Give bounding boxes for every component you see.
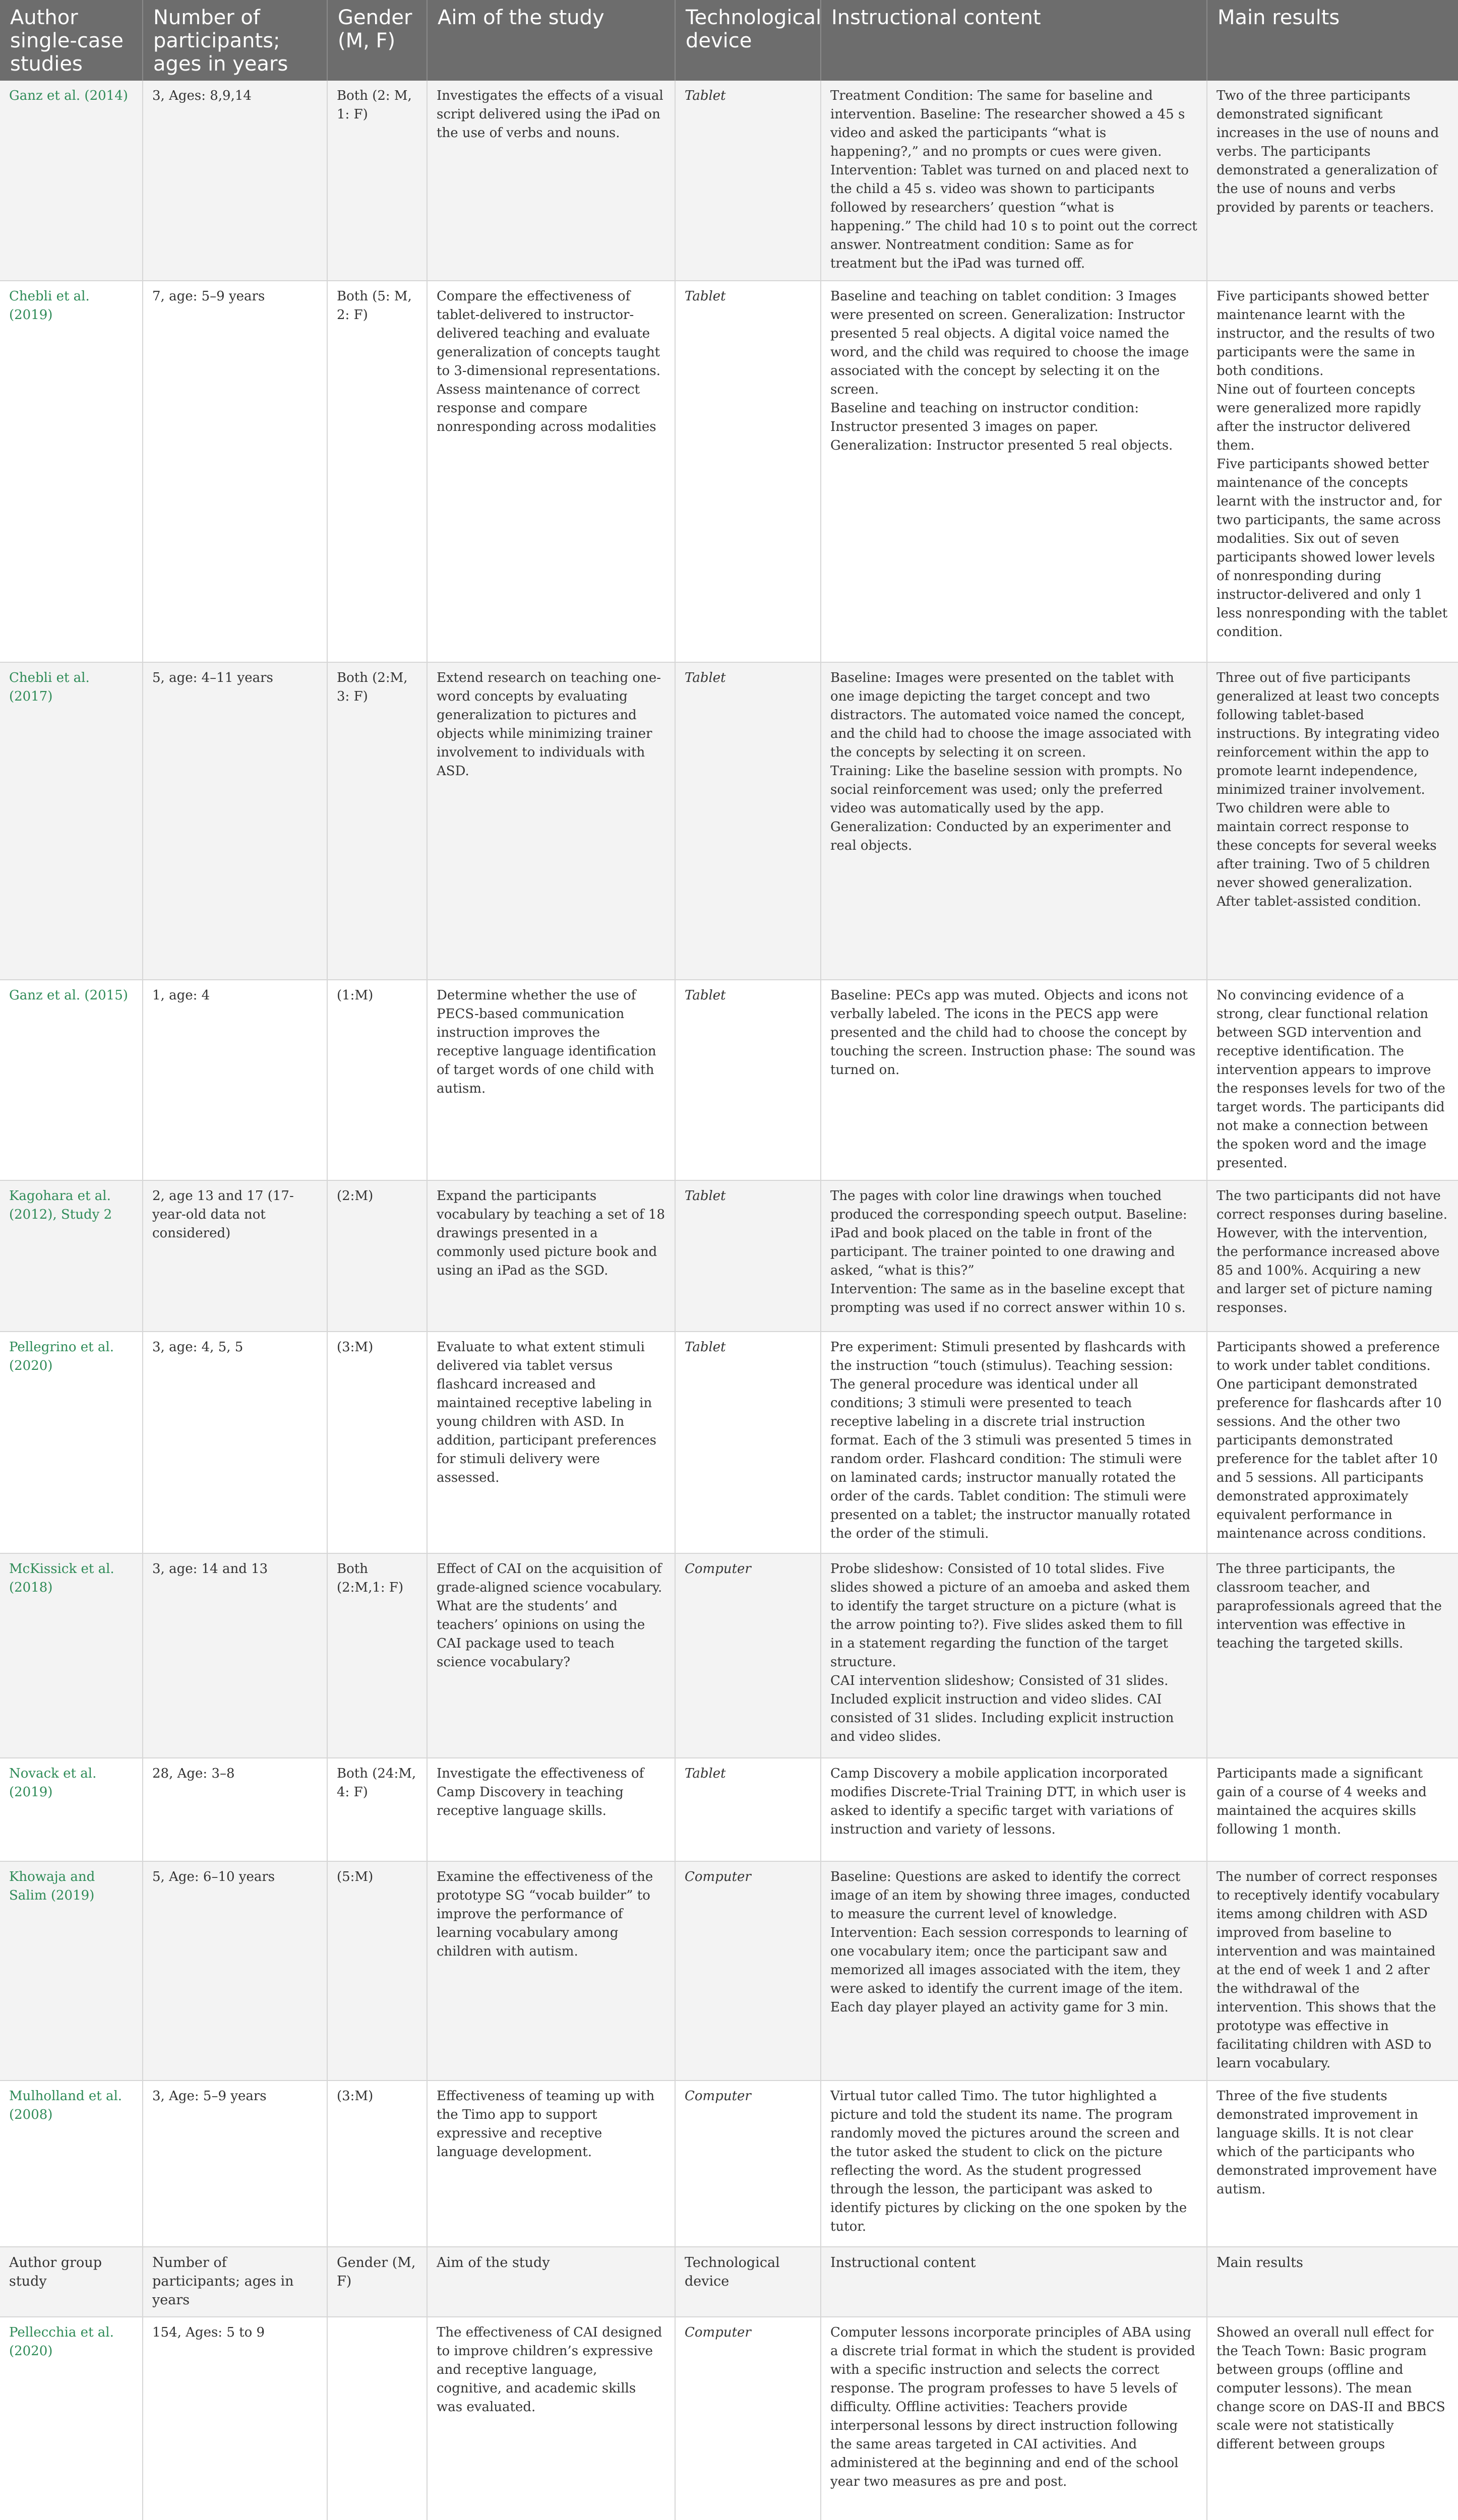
- participants-cell: 3, age: 4, 5, 5: [143, 1332, 327, 1553]
- gender-cell: Both (2:M,1: F): [327, 1553, 427, 1758]
- results-cell: Three out of five participants generalized at least two concepts following tablet-based instructions. By integrating video reinforcement within the app to promote learnt independence, minimized trainer involvement. Two children were able to maintain correct response to these concepts for several weeks after training. Two of 5 children never showed generalization. After tablet-assisted condition.: [1207, 662, 1458, 980]
- content-cell: Baseline and teaching on tablet condition: 3 Images were presented on screen. Generalization: Instructor presented 5 real objects. A digital voice named the word, and the child was required to choose the image associated with the concept by selecting it on the screen. Baseline and teaching on instructor condition: Instructor presented 3 images on paper. Generalization: Instructor presented 5 real objects.: [821, 281, 1207, 662]
- group-header-gender: Gender (M, F): [327, 2247, 427, 2317]
- results-cell: No convincing evidence of a strong, clear functional relation between SGD intervention and receptive identification. The intervention appears to improve the responses levels for two of the target words. The participants did not make a connection between the spoken word and the image presented.: [1207, 980, 1458, 1180]
- group-header-participants: Number of participants; ages in years: [143, 2247, 327, 2317]
- table-row: [0, 1861, 1458, 2081]
- device-cell: Computer: [675, 2081, 821, 2247]
- aim-cell: Expand the participants vocabulary by teaching a set of 18 drawings presented in a commonly used picture book and using an iPad as the SGD.: [427, 1180, 675, 1332]
- table-row: [0, 2317, 1458, 2520]
- device-cell: Tablet: [675, 1332, 821, 1553]
- aim-cell: Determine whether the use of PECS-based communication instruction improves the receptive language identification of target words of one child with autism.: [427, 980, 675, 1180]
- table-row: [0, 2081, 1458, 2247]
- content-cell: Baseline: Questions are asked to identify the correct image of an item by showing three images, conducted to measure the current level of knowledge. Intervention: Each session corresponds to learning of one vocabulary item; once the participant saw and memorized all images associated with the item, they were asked to identify the current image of the item. Each day player played an activity game for 3 min.: [821, 1861, 1207, 2081]
- content-cell: Baseline: Images were presented on the tablet with one image depicting the target concept and two distractors. The automated voice named the concept, and the child had to choose the image associated with the concepts by selecting it on screen. Training: Like the baseline session with prompts. No social reinforcement was used; only the preferred video was automatically used by the app. Generalization: Conducted by an experimenter and real objects.: [821, 662, 1207, 980]
- author-cell[interactable]: Ganz et al. (2015): [0, 980, 143, 1180]
- content-cell: Camp Discovery a mobile application incorporated modifies Discrete-Trial Training DTT, in which user is asked to identify a specific target with variations of instruction and variety of lessons.: [821, 1758, 1207, 1861]
- author-cell[interactable]: Kagohara et al. (2012), Study 2: [0, 1180, 143, 1332]
- device-cell: Tablet: [675, 980, 821, 1180]
- group-header-author: Author group study: [0, 2247, 143, 2317]
- author-cell[interactable]: Novack et al. (2019): [0, 1758, 143, 1861]
- gender-cell: (3:M): [327, 2081, 427, 2247]
- gender-cell: Both (5: M, 2: F): [327, 281, 427, 662]
- gender-cell: (2:M): [327, 1180, 427, 1332]
- participants-cell: 1, age: 4: [143, 980, 327, 1180]
- device-cell: Tablet: [675, 1758, 821, 1861]
- gender-cell: (3:M): [327, 1332, 427, 1553]
- gender-cell: Both (2:M, 3: F): [327, 662, 427, 980]
- content-cell: Virtual tutor called Timo. The tutor highlighted a picture and told the student its name. The program randomly moved the pictures around the screen and the tutor asked the student to click on the picture reflecting the word. As the student progressed through the lesson, the participant was asked to identify pictures by clicking on the one spoken by the tutor.: [821, 2081, 1207, 2247]
- content-cell: Computer lessons incorporate principles of ABA using a discrete trial format in which the student is provided with a specific instruction and selects the correct response. The program professes to have 5 levels of difficulty. Offline activities: Teachers provide interpersonal lessons by direct instruction following the same areas targeted in CAI activities. And administered at the beginning and end of the school year two measures as pre and post.: [821, 2317, 1207, 2520]
- participants-cell: 5, age: 4–11 years: [143, 662, 327, 980]
- header-gender: Gender (M, F): [327, 0, 427, 81]
- header-content: Instructional content: [821, 0, 1207, 81]
- author-cell[interactable]: Ganz et al. (2014): [0, 81, 143, 281]
- gender-cell: Both (2: M, 1: F): [327, 81, 427, 281]
- group-header-content: Instructional content: [821, 2247, 1207, 2317]
- author-cell[interactable]: McKissick et al. (2018): [0, 1553, 143, 1758]
- content-cell: Treatment Condition: The same for baseline and intervention. Baseline: The researcher showed a 45 s video and asked the participants “what is happening?,” and no prompts or cues were given. Intervention: Tablet was turned on and placed next to the child a 45 s. video was shown to participants followed by researchers’ question “what is happening.” The child had 10 s to point out the correct answer. Nontreatment condition: Same as for treatment but the iPad was turned off.: [821, 81, 1207, 281]
- results-cell: Participants made a significant gain of a course of 4 weeks and maintained the acquires skills following 1 month.: [1207, 1758, 1458, 1861]
- results-cell: The three participants, the classroom teacher, and paraprofessionals agreed that the intervention was effective in teaching the targeted skills.: [1207, 1553, 1458, 1758]
- aim-cell: Extend research on teaching one-word concepts by evaluating generalization to pictures and objects while minimizing trainer involvement to individuals with ASD.: [427, 662, 675, 980]
- header-author: Author single-case studies: [0, 0, 143, 81]
- author-cell[interactable]: Chebli et al. (2019): [0, 281, 143, 662]
- device-cell: Tablet: [675, 81, 821, 281]
- author-cell[interactable]: Khowaja and Salim (2019): [0, 1861, 143, 2081]
- participants-cell: 3, Ages: 8,9,14: [143, 81, 327, 281]
- aim-cell: The effectiveness of CAI designed to improve children’s expressive and receptive language, cognitive, and academic skills was evaluated.: [427, 2317, 675, 2520]
- device-cell: Computer: [675, 1553, 821, 1758]
- participants-cell: 3, age: 14 and 13: [143, 1553, 327, 1758]
- group-header-aim: Aim of the study: [427, 2247, 675, 2317]
- device-cell: Computer: [675, 1861, 821, 2081]
- aim-cell: Investigates the effects of a visual script delivered using the iPad on the use of verbs and nouns.: [427, 81, 675, 281]
- device-cell: Tablet: [675, 281, 821, 662]
- header-aim: Aim of the study: [427, 0, 675, 81]
- results-cell: Showed an overall null effect for the Teach Town: Basic program between groups (offline and computer lessons). The mean change score on DAS-II and BBCS scale were not statistically different between groups: [1207, 2317, 1458, 2520]
- table-header-row: [0, 0, 1458, 81]
- results-cell: The number of correct responses to receptively identify vocabulary items among children with ASD improved from baseline to intervention and was maintained at the end of week 1 and 2 after the withdrawal of the intervention. This shows that the prototype was effective in facilitating children with ASD to learn vocabulary.: [1207, 1861, 1458, 2081]
- aim-cell: Effectiveness of teaming up with the Timo app to support expressive and receptive language development.: [427, 2081, 675, 2247]
- gender-cell: [327, 2317, 427, 2520]
- table-row: [0, 980, 1458, 1180]
- content-cell: Probe slideshow: Consisted of 10 total slides. Five slides showed a picture of an amoeba and asked them to identify the target structure on a picture (what is the arrow pointing to?). Five slides asked them to fill in a statement regarding the function of the target structure. CAI intervention slideshow; Consisted of 31 slides. Included explicit instruction and video slides. CAI consisted of 31 slides. Including explicit instruction and video slides.: [821, 1553, 1207, 1758]
- aim-cell: Examine the effectiveness of the prototype SG “vocab builder” to improve the performance of learning vocabulary among children with autism.: [427, 1861, 675, 2081]
- group-header-row: [0, 2247, 1458, 2317]
- gender-cell: (5:M): [327, 1861, 427, 2081]
- results-cell: Two of the three participants demonstrated significant increases in the use of nouns and verbs. The participants demonstrated a generalization of the use of nouns and verbs provided by parents or teachers.: [1207, 81, 1458, 281]
- results-cell: Three of the five students demonstrated improvement in language skills. It is not clear which of the participants who demonstrated improvement have autism.: [1207, 2081, 1458, 2247]
- table-row: [0, 1180, 1458, 1332]
- device-cell: Tablet: [675, 662, 821, 980]
- aim-cell: Effect of CAI on the acquisition of grade-aligned science vocabulary. What are the students’ and teachers’ opinions on using the CAI package used to teach science vocabulary?: [427, 1553, 675, 1758]
- author-cell[interactable]: Pellegrino et al. (2020): [0, 1332, 143, 1553]
- aim-cell: Compare the effectiveness of tablet-delivered to instructor-delivered teaching and evaluate generalization of concepts taught to 3-dimensional representations. Assess maintenance of correct response and compare nonresponding across modalities: [427, 281, 675, 662]
- table-row: [0, 1332, 1458, 1553]
- participants-cell: 3, Age: 5–9 years: [143, 2081, 327, 2247]
- aim-cell: Investigate the effectiveness of Camp Discovery in teaching receptive language skills.: [427, 1758, 675, 1861]
- group-header-results: Main results: [1207, 2247, 1458, 2317]
- results-cell: The two participants did not have correct responses during baseline. However, with the intervention, the performance increased above 85 and 100%. Acquiring a new and larger set of picture naming responses.: [1207, 1180, 1458, 1332]
- participants-cell: 28, Age: 3–8: [143, 1758, 327, 1861]
- author-cell[interactable]: Chebli et al. (2017): [0, 662, 143, 980]
- author-cell[interactable]: Pellecchia et al. (2020): [0, 2317, 143, 2520]
- header-device: Technological device: [675, 0, 821, 81]
- content-cell: Baseline: PECs app was muted. Objects and icons not verbally labeled. The icons in the PECS app were presented and the child had to choose the concept by touching the screen. Instruction phase: The sound was turned on.: [821, 980, 1207, 1180]
- table-row: [0, 662, 1458, 980]
- table-row: [0, 81, 1458, 281]
- participants-cell: 5, Age: 6–10 years: [143, 1861, 327, 2081]
- header-results: Main results: [1207, 0, 1458, 81]
- participants-cell: 154, Ages: 5 to 9: [143, 2317, 327, 2520]
- table-row: [0, 281, 1458, 662]
- aim-cell: Evaluate to what extent stimuli delivered via tablet versus flashcard increased and maintained receptive labeling in young children with ASD. In addition, participant preferences for stimuli delivery were assessed.: [427, 1332, 675, 1553]
- device-cell: Tablet: [675, 1180, 821, 1332]
- results-cell: Five participants showed better maintenance learnt with the instructor, and the results of two participants were the same in both conditions. Nine out of fourteen concepts were generalized more rapidly after the instructor delivered them. Five participants showed better maintenance of the concepts learnt with the instructor and, for two participants, the same across modalities. Six out of seven participants showed lower levels of nonresponding during instructor-delivered and only 1 less nonresponding with the tablet condition.: [1207, 281, 1458, 662]
- content-cell: The pages with color line drawings when touched produced the corresponding speech output. Baseline: iPad and book placed on the table in front of the participant. The trainer pointed to one drawing and asked, “what is this?” Intervention: The same as in the baseline except that prompting was used if no correct answer within 10 s.: [821, 1180, 1207, 1332]
- table-row: [0, 1553, 1458, 1758]
- results-cell: Participants showed a preference to work under tablet conditions. One participant demonstrated preference for flashcards after 10 sessions. And the other two participants demonstrated preference for the tablet after 10 and 5 sessions. All participants demonstrated approximately equivalent performance in maintenance across conditions.: [1207, 1332, 1458, 1553]
- author-cell[interactable]: Mulholland et al. (2008): [0, 2081, 143, 2247]
- participants-cell: 2, age 13 and 17 (17-year-old data not considered): [143, 1180, 327, 1332]
- header-participants: Number of participants; ages in years: [143, 0, 327, 81]
- device-cell: Computer: [675, 2317, 821, 2520]
- group-header-device: Technological device: [675, 2247, 821, 2317]
- table-row: [0, 1758, 1458, 1861]
- content-cell: Pre experiment: Stimuli presented by flashcards with the instruction “touch (stimulus). Teaching session: The general procedure was identical under all conditions; 3 stimuli were presented to teach receptive labeling in a discrete trial instruction format. Each of the 3 stimuli was presented 5 times in random order. Flashcard condition: The stimuli were on laminated cards; instructor manually rotated the order of the cards. Tablet condition: The stimuli were presented on a tablet; the instructor manually rotated the order of the stimuli.: [821, 1332, 1207, 1553]
- gender-cell: (1:M): [327, 980, 427, 1180]
- participants-cell: 7, age: 5–9 years: [143, 281, 327, 662]
- gender-cell: Both (24:M, 4: F): [327, 1758, 427, 1861]
